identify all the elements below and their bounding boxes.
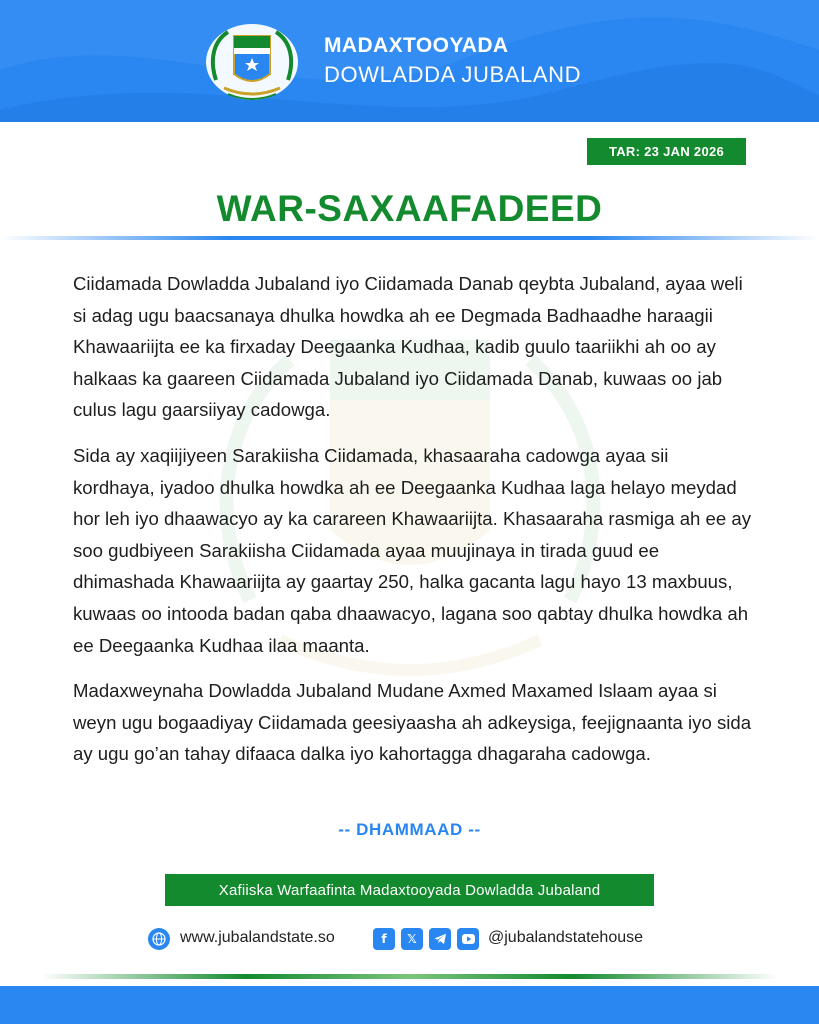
facebook-icon[interactable]: f: [373, 928, 395, 950]
end-mark: -- DHAMMAAD --: [338, 820, 481, 839]
header-title-line1: MADAXTOOYADA: [324, 34, 509, 57]
press-release-body: [73, 268, 753, 770]
header-banner: [0, 0, 819, 122]
footer-divider: [0, 974, 819, 979]
page-title: WAR-SAXAAFADEED: [216, 188, 603, 229]
title-divider: [0, 236, 819, 240]
paragraph-2: Sida ay xaqiijiyeen Sarakiisha Ciidamada, khasaaraha cadowga ayaa sii kordhaya, iyadoo dhulka howdka ah ee Deegaanka Kudhaa laga helayo meydad hor leh iyo dhaawacyo ay ka carareen Khawaariijta. Khasaaraha rasmiga ah ee ay soo gudbiyeen Sarakiisha Ciidamada ayaa muujinaya in tirada guud ee dhimashada Khawaariijta ay gaartay 250, halka gacanta lagu hayo 13 maxbuus, kuwaas oo intooda badan qaba dhaawacyo, lagana soo qabtay dhulka howdka ah ee Deegaanka Kudhaa ilaa maanta.: [73, 444, 752, 656]
website-link[interactable]: www.jubalandstate.so: [180, 929, 335, 946]
social-handle[interactable]: @jubalandstatehouse: [488, 929, 644, 946]
footer-bar: [0, 986, 819, 1024]
globe-icon: [148, 928, 170, 950]
header-wave-pattern: [0, 0, 819, 122]
telegram-icon[interactable]: [429, 928, 451, 950]
jubaland-coat-of-arms-icon: [202, 22, 302, 104]
youtube-icon[interactable]: [457, 928, 479, 950]
header-title-line2: DOWLADDA JUBALAND: [324, 62, 582, 87]
x-icon[interactable]: 𝕏: [401, 928, 423, 950]
paragraph-1: Ciidamada Dowladda Jubaland iyo Ciidamada Danab qeybta Jubaland, ayaa weli si adag ugu baacsanaya dhulka howdka ah ee Degmada Badhaadhe haraagii Khawaariijta ee ka firxaday Deegaanka Kudhaa, kadib guulo taariikhi ah oo ay halkaas ka gaareen Ciidamada Jubaland iyo Ciidamada Danab, kuwaas oo jab culus lagu gaarsiiyay cadowga.: [73, 273, 743, 421]
office-badge: Xafiiska Warfaafinta Madaxtooyada Dowladda Jubaland: [165, 874, 654, 906]
paragraph-3: Madaxweynaha Dowladda Jubaland Mudane Axmed Maxamed Islaam ayaa si weyn ugu bogaadiyay Ciidamada geesiyaasha ah adkeysiga, feejignaanta iyo sida ay ugu go’an tahay difaaca dalka iyo kahortagga dhagaraha cadowga.: [73, 680, 752, 765]
date-badge: TAR: 23 JAN 2026: [587, 138, 746, 165]
contact-bar: [0, 928, 819, 954]
